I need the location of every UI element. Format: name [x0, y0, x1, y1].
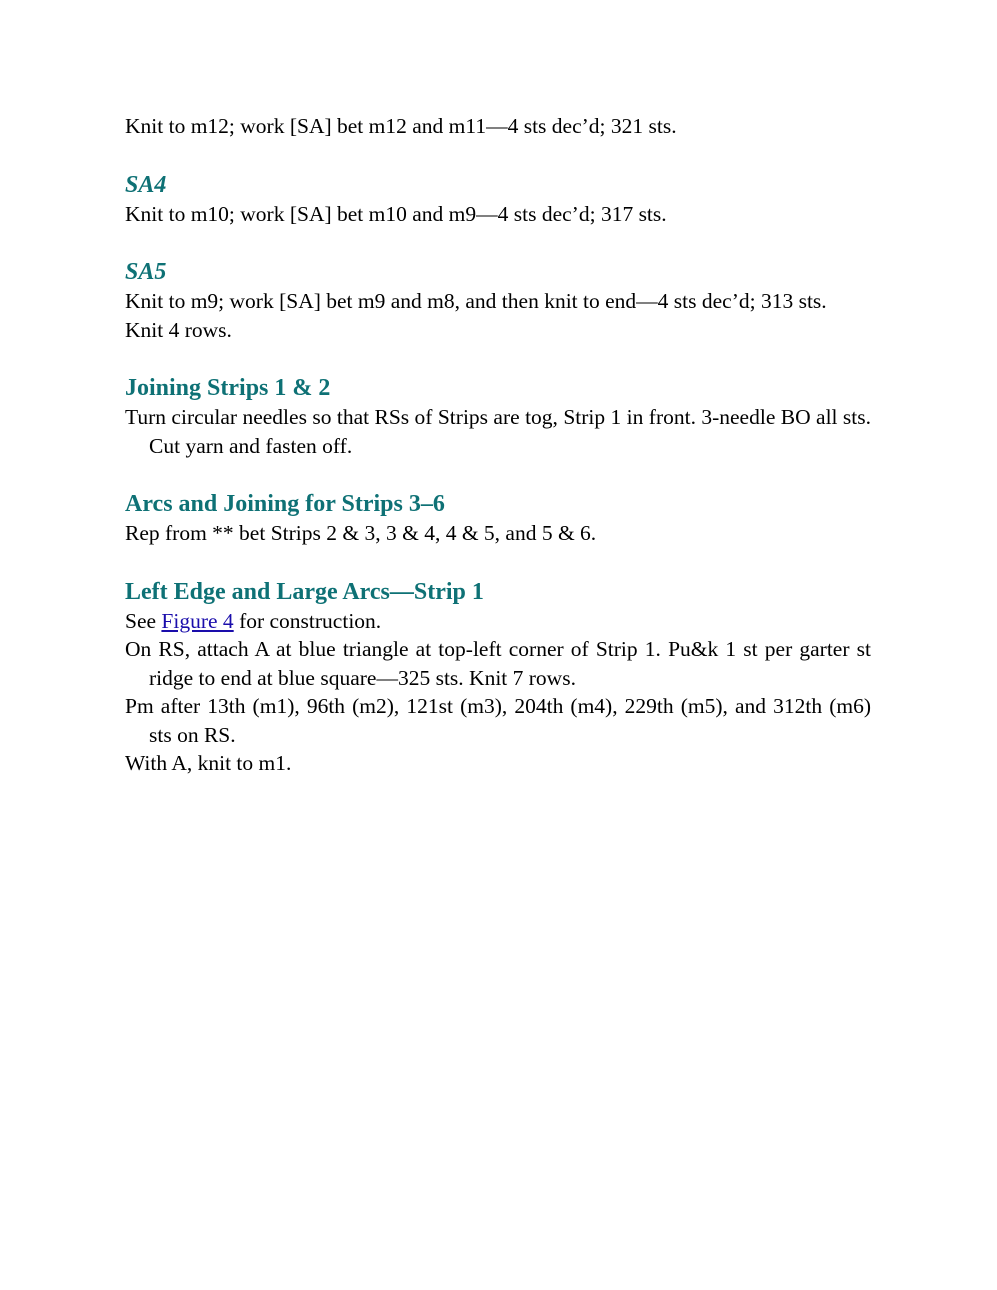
- see-suffix-text: for construction.: [233, 608, 382, 633]
- heading-sa5: SA5: [125, 259, 167, 285]
- section-arcs: [125, 489, 871, 548]
- sa4-paragraph: Knit to m10; work [SA] bet m10 and m9—4 sts dec’d; 317 sts.: [125, 201, 667, 226]
- left-edge-paragraph-2: Pm after 13th (m1), 96th (m2), 121st (m3), 204th (m4), 229th (m5), and 312th (m6) sts on RS.: [125, 694, 871, 747]
- joining-paragraph: Turn circular needles so that RSs of Strips are tog, Strip 1 in front. 3-needle BO all sts. Cut yarn and fasten off.: [125, 405, 871, 458]
- see-prefix-text: See: [125, 608, 162, 633]
- left-edge-paragraph-3: With A, knit to m1.: [125, 751, 292, 775]
- heading-arcs: Arcs and Joining for Strips 3–6: [125, 491, 445, 517]
- figure-4-link[interactable]: Figure 4: [161, 608, 234, 633]
- section-joining: [125, 373, 871, 460]
- arcs-paragraph: Rep from ** bet Strips 2 & 3, 3 & 4, 4 & 5, and 5 & 6.: [125, 521, 597, 545]
- section-sa5: [125, 257, 871, 344]
- heading-sa4: SA4: [125, 171, 167, 198]
- document-page: [125, 112, 871, 778]
- heading-joining: Joining Strips 1 & 2: [125, 375, 331, 401]
- left-edge-see-paragraph: [125, 607, 871, 636]
- section-sa4: [125, 170, 871, 229]
- sa5-paragraph-2: Knit 4 rows.: [125, 317, 232, 342]
- left-edge-paragraph-1: On RS, attach A at blue triangle at top-left corner of Strip 1. Pu&k 1 st per garter st ridge to end at blue square—325 sts. Knit 7 rows.: [125, 637, 871, 690]
- intro-paragraph: Knit to m12; work [SA] bet m12 and m11—4 sts dec’d; 321 sts.: [125, 114, 677, 138]
- section-left-edge: [125, 577, 871, 778]
- sa5-paragraph-1: Knit to m9; work [SA] bet m9 and m8, and then knit to end—4 sts dec’d; 313 sts.: [125, 289, 827, 313]
- heading-left-edge: Left Edge and Large Arcs—Strip 1: [125, 578, 484, 605]
